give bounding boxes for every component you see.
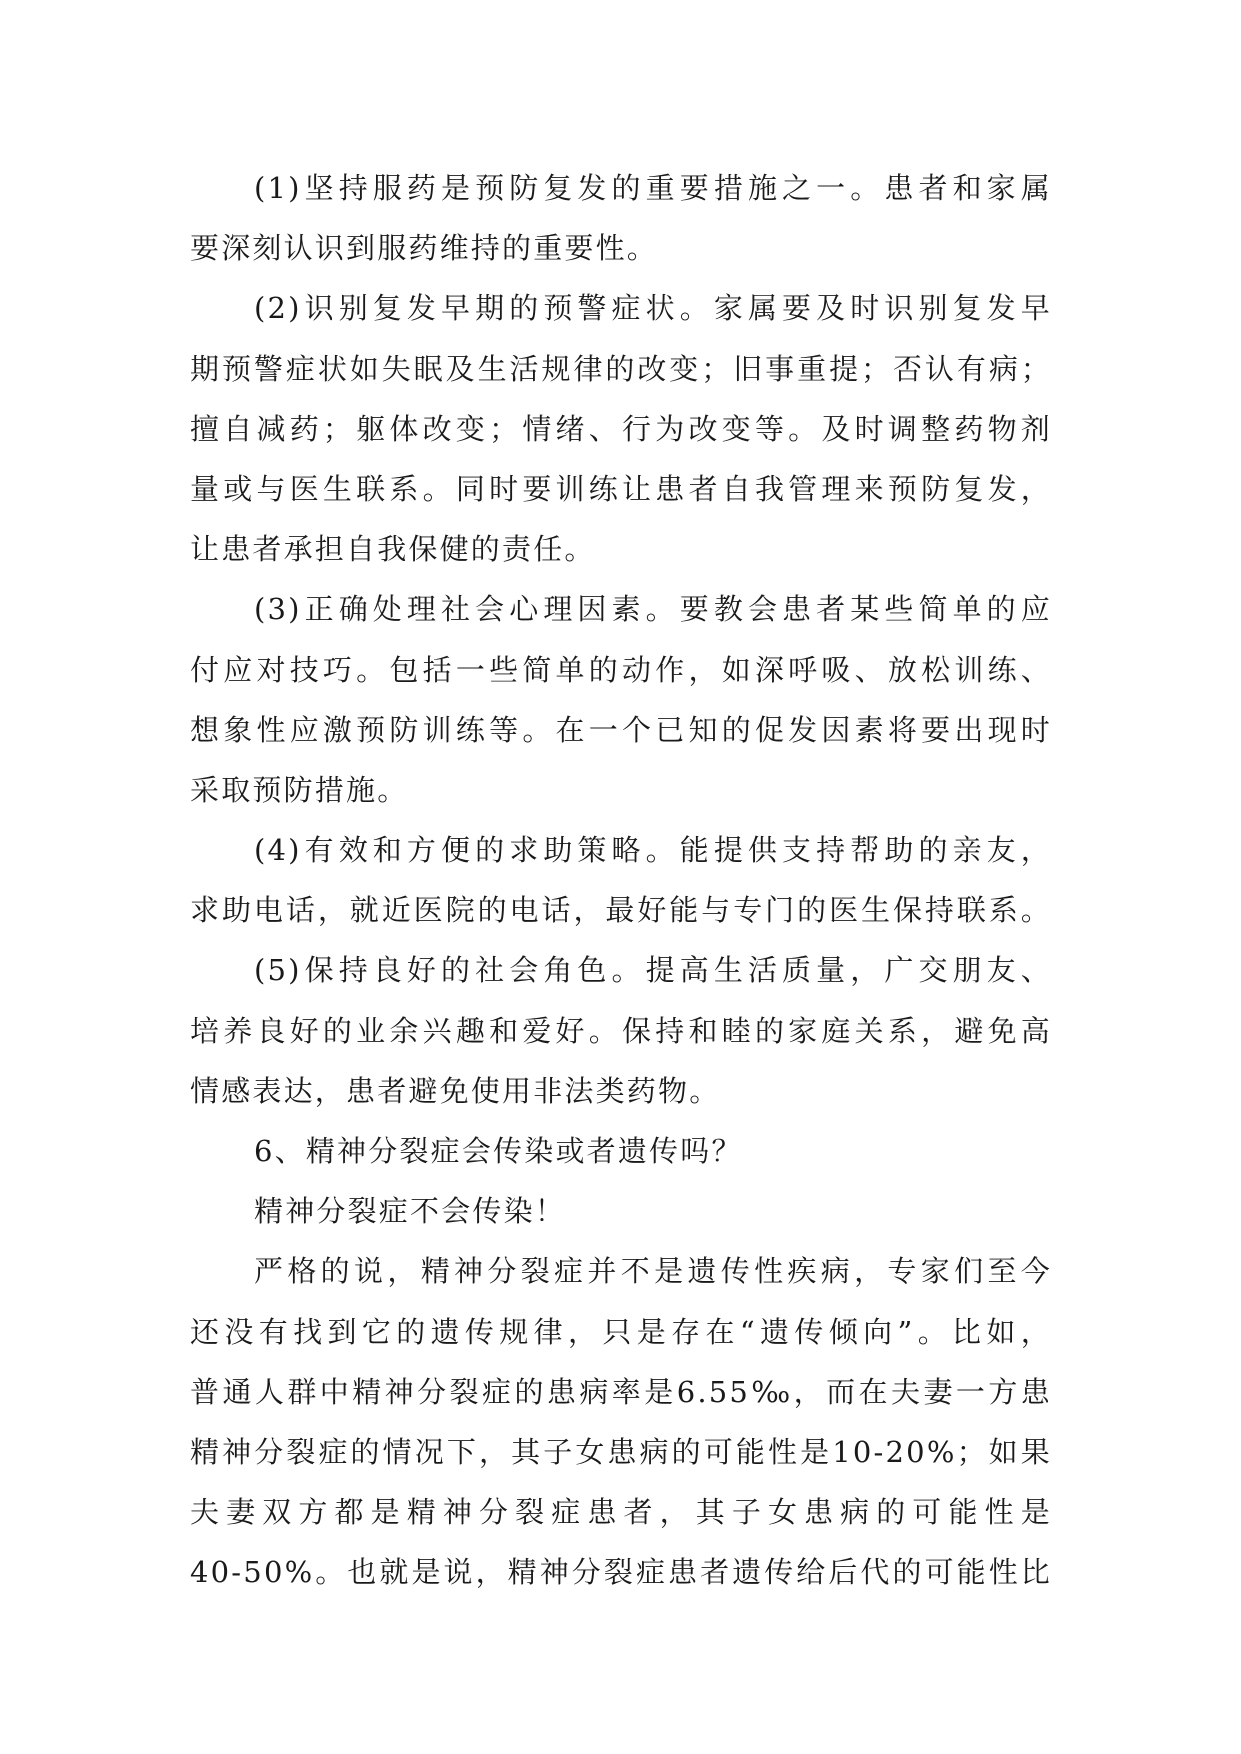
text-line: 情感表达，患者避免使用非法类药物。 [190, 1073, 721, 1108]
text-line: 量或与医生联系。同时要训练让患者自我管理来预防复发， [190, 471, 1052, 506]
text-line: 严格的说，精神分裂症并不是遗传性疾病，专家们至今 [254, 1254, 1052, 1289]
body-text [190, 158, 1052, 1603]
text-line: 还没有找到它的遗传规律，只是存在“遗传倾向”。比如， [190, 1314, 1052, 1349]
text-line: 采取预防措施。 [190, 772, 409, 807]
text-line: 想象性应激预防训练等。在一个已知的促发因素将要出现时 [190, 712, 1052, 747]
text-line: 精神分裂症的情况下，其子女患病的可能性是10-20%；如果 [190, 1434, 1052, 1469]
text-line: 付应对技巧。包括一些简单的动作，如深呼吸、放松训练、 [190, 652, 1052, 687]
text-line: 普通人群中精神分裂症的患病率是6.55‰，而在夫妻一方患 [190, 1374, 1052, 1409]
text-line: (1)坚持服药是预防复发的重要措施之一。患者和家属 [254, 171, 1052, 205]
text-line: 夫妻双方都是精神分裂症患者，其子女患病的可能性是 [190, 1495, 1052, 1530]
text-line: 让患者承担自我保健的责任。 [190, 532, 596, 567]
text-line: 6、精神分裂症会传染或者遗传吗？ [254, 1134, 743, 1168]
text-line: 40-50%。也就是说，精神分裂症患者遗传给后代的可能性比 [190, 1555, 1052, 1590]
text-line: 精神分裂症不会传染！ [254, 1194, 567, 1229]
text-line: 要深刻认识到服药维持的重要性。 [190, 231, 659, 266]
text-line: (2)识别复发早期的预警症状。家属要及时识别复发早 [254, 291, 1052, 326]
text-line: (3)正确处理社会心理因素。要教会患者某些简单的应 [254, 592, 1052, 627]
text-line: (4)有效和方便的求助策略。能提供支持帮助的亲友， [254, 833, 1052, 868]
text-line: 期预警症状如失眠及生活规律的改变；旧事重提；否认有病； [190, 351, 1052, 386]
text-line: (5)保持良好的社会角色。提高生活质量，广交朋友、 [254, 953, 1052, 988]
text-line: 擅自减药；躯体改变；情绪、行为改变等。及时调整药物剂 [190, 411, 1052, 446]
text-line: 求助电话，就近医院的电话，最好能与专门的医生保持联系。 [190, 893, 1052, 928]
text-line: 培养良好的业余兴趣和爱好。保持和睦的家庭关系，避免高 [190, 1013, 1052, 1048]
